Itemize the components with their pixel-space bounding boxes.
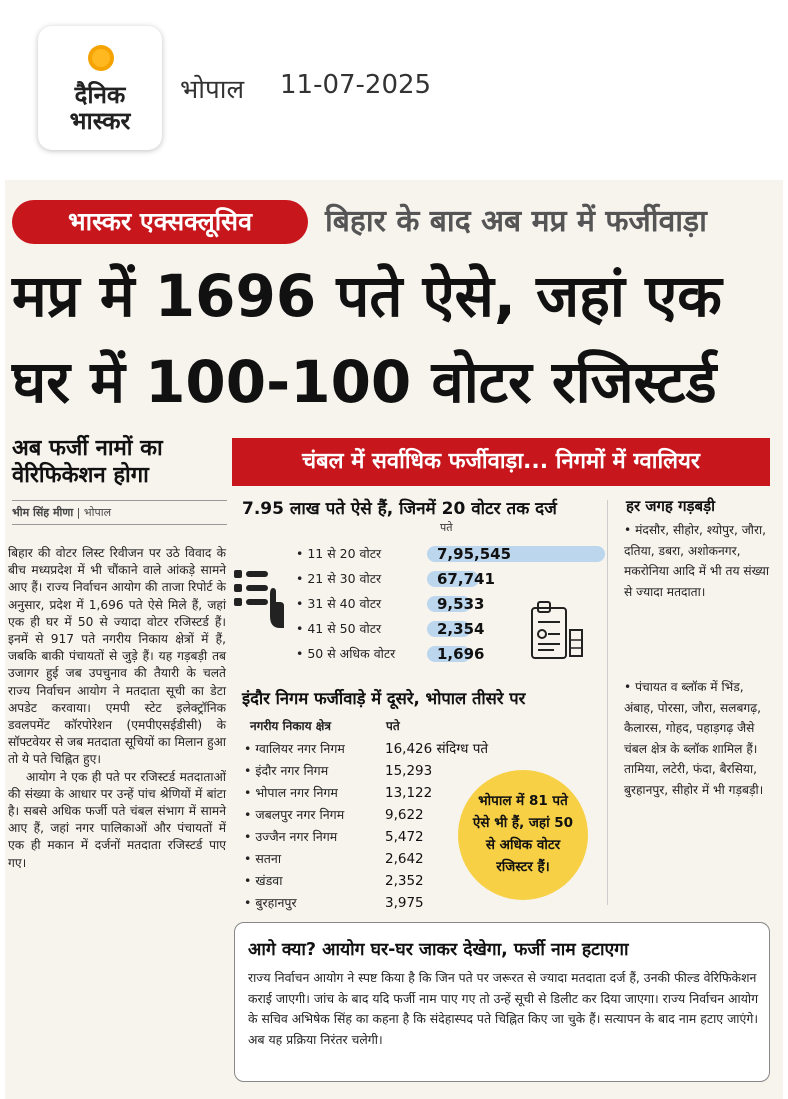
table-row-value: 5,472 (385, 829, 424, 845)
logo-line1: दैनिक (74, 81, 126, 109)
right-col-paragraph-2: • पंचायत व ब्लॉक में भिंड, अंबाह, पोरसा, जौरा, सलबगढ़, कैलारस, गोहद, पहाड़गढ़ जैसे चंबल क्षेत्र के ब्लॉक शामिल हैं। तामिया, लटेरी, फंदा, बैरसिया, बुरहानपुर, सीहोर में भी गड़बड़ी। (624, 680, 764, 797)
byline: भीम सिंह मीणा | भोपाल (12, 500, 227, 525)
table-row-label: • उज्जैन नगर निगम (244, 829, 338, 844)
headline-line1: मप्र में 1696 पते ऐसे, जहां एक (12, 262, 722, 330)
section1-col-label: पते (440, 521, 453, 534)
table-row-label: • जबलपुर नगर निगम (244, 807, 345, 822)
section2-col2-header: पते (386, 719, 400, 733)
voter-row-value-1: 7,95,545 (437, 545, 512, 563)
voter-row-value-4: 2,354 (437, 620, 485, 638)
sun-logo-icon (85, 42, 117, 74)
panel-title: चंबल में सर्वाधिक फर्जीवाड़ा... निगमों में ग्वालियर (232, 438, 770, 486)
exclusive-tag: भास्कर एक्सक्लूसिव (12, 200, 308, 244)
whats-next-title: आगे क्या? आयोग घर-घर जाकर देखेगा, फर्जी नाम हटाएगा (248, 940, 629, 960)
subhead-line2: वेरिफिकेशन होगा (12, 463, 149, 488)
form-document-icon (526, 600, 588, 664)
table-row-label: • इंदौर नगर निगम (244, 763, 329, 778)
callout-line-2: ऐसे भी हैं, जहां 50 (472, 815, 574, 831)
voter-row-label-5: • 50 से अधिक वोटर (296, 646, 396, 661)
table-row-value: 9,622 (385, 807, 424, 823)
table-row-value: 2,642 (385, 851, 424, 867)
subhead-line1: अब फर्जी नामों का (12, 436, 163, 461)
table-row-value: 15,293 (385, 763, 433, 779)
byline-name: भीम सिंह मीणा (12, 506, 74, 519)
voter-row-value-2: 67,741 (437, 570, 495, 588)
right-col-paragraph-1: • मंदसौर, सीहोर, श्योपुर, जौरा, दतिया, डबरा, अशोकनगर, मकरोनिया आदि में भी तय संख्या से ज्यादा मतदाता। (624, 523, 770, 599)
article-body (8, 545, 226, 872)
table-row-value: 16,426 संदिग्ध पते (385, 741, 489, 757)
section2-col1-header: नगरीय निकाय क्षेत्र (250, 719, 332, 733)
table-row-value: 2,352 (385, 873, 424, 889)
dainik-bhaskar-logo (38, 26, 162, 150)
edition-city: भोपाल (180, 75, 245, 105)
article-paragraph-1: बिहार की वोटर लिस्ट रिवीजन पर उठे विवाद के बीच मध्यप्रदेश में भी चौंकाने वाले आंकड़े सामने आए हैं। राज्य निर्वाचन आयोग की ताजा रिपोर्ट के अनुसार, प्रदेश में 1,696 पते ऐसे मिले हैं, जहां एक ही घर में 50 से ज्यादा वोटर रजिस्टर्ड हैं। इनमें से 917 पते नगरीय निकाय क्षेत्रों में हैं, जबकि बाकी पंचायतों से जुड़े हैं। यह गड़बड़ी तब उजागर हुई जब उपचुनाव की तैयारी के चलते राज्य निर्वाचन आयोग ने मतदाता सूची का डेटा अपडेट करवाया। एमपी स्टेट इलेक्ट्रॉनिक डवलपमेंट कॉरपोरेशन (एमपीएसईडीसी) के सॉफ्टवेयर से जब मतदाता सूचियों का मिलान हुआ तो ये पते चिह्नित हुए। (8, 546, 226, 767)
voter-row-value-5: 1,696 (437, 645, 485, 663)
section1-title: 7.95 लाख पते ऐसे हैं, जिनमें 20 वोटर तक दर्ज (242, 499, 557, 519)
kicker: बिहार के बाद अब मप्र में फर्जीवाड़ा (325, 204, 707, 239)
voter-row-label-2: • 21 से 30 वोटर (296, 571, 382, 586)
article-paragraph-2: आयोग ने एक ही पते पर रजिस्टर्ड मतदाताओं की संख्या के आधार पर उन्हें पांच श्रेणियों में बांटा है। सबसे अधिक फर्जी पते चंबल संभाग में सामने आए हैं, जहां नगर पालिकाओं और पंचायतों में एक ही मकान में दर्जनों मतदाता रजिस्टर्ड पाए गए। (8, 769, 226, 870)
table-row-value: 3,975 (385, 895, 424, 911)
logo-line2: भास्कर (69, 107, 131, 135)
callout-line-4: रजिस्टर हैं। (496, 859, 550, 875)
right-col-title: हर जगह गड़बड़ी (626, 497, 716, 515)
table-row-label: • खंडवा (244, 873, 283, 888)
edition-date: 11-07-2025 (280, 70, 432, 100)
section2-title: इंदौर निगम फर्जीवाड़े में दूसरे, भोपाल तीसरे पर (242, 689, 526, 708)
voter-row-label-3: • 31 से 40 वोटर (296, 596, 382, 611)
voter-row-label-4: • 41 से 50 वोटर (296, 621, 382, 636)
column-divider (607, 500, 608, 905)
bhopal-callout (458, 770, 588, 900)
callout-line-3: से अधिक वोटर (485, 837, 561, 853)
table-row-label: • भोपाल नगर निगम (244, 785, 338, 800)
table-row-value: 13,122 (385, 785, 433, 801)
voter-list-icon (232, 566, 288, 642)
table-row-label: • सतना (244, 851, 282, 866)
table-row-label: • ग्वालियर नगर निगम (244, 741, 345, 756)
headline-line2: घर में 100-100 वोटर रजिस्टर्ड (12, 348, 717, 416)
table-row-label: • बुरहानपुर (244, 895, 297, 910)
voter-row-label-1: • 11 से 20 वोटर (296, 546, 382, 561)
voter-row-value-3: 9,533 (437, 595, 485, 613)
whats-next-body: राज्य निर्वाचन आयोग ने स्पष्ट किया है कि जिन पते पर जरूरत से ज्यादा मतदाता दर्ज हैं, उनकी फील्ड वेरिफिकेशन कराई जाएगी। जांच के बाद यदि फर्जी नाम पाए गए तो उन्हें सूची से डिलीट कर दिया जाएगा। राज्य निर्वाचन आयोग के सचिव अभिषेक सिंह का कहना है कि संदेहास्पद पते चिह्नित किए जा चुके हैं। सत्यापन के बाद नाम हटाए जाएंगे। अब यह प्रक्रिया निरंतर चलेगी। (248, 970, 759, 1047)
byline-place: भोपाल (83, 506, 112, 519)
callout-line-1: भोपाल में 81 पते (478, 793, 568, 809)
